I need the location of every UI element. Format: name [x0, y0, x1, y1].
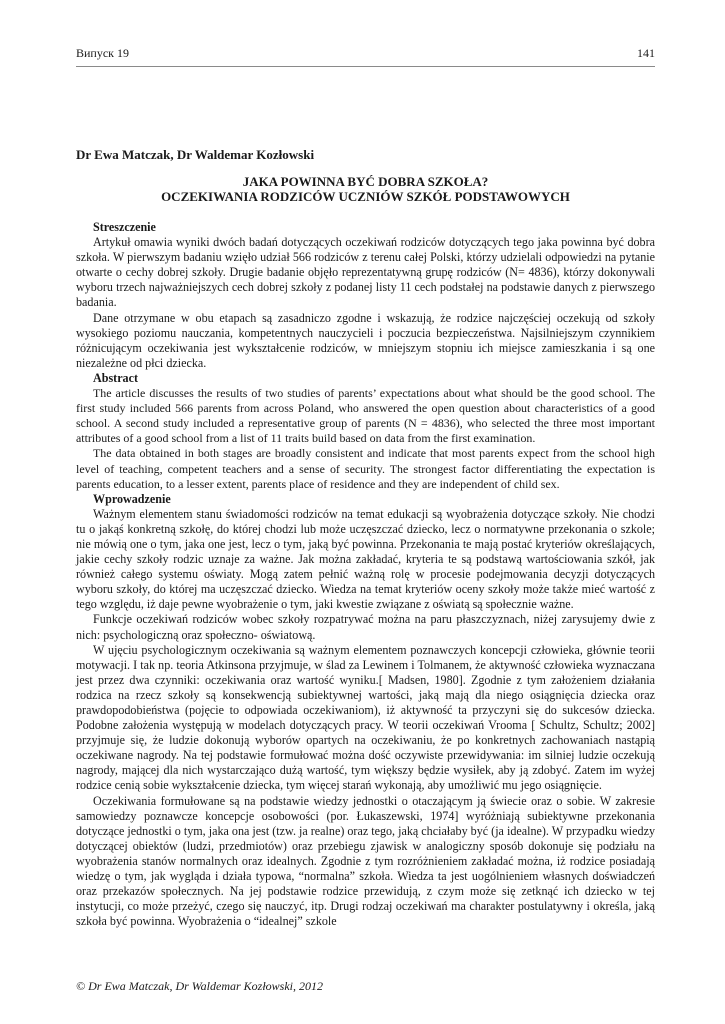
wprowadzenie-heading: Wprowadzenie [93, 491, 171, 506]
wprowadzenie-paragraph-3: W ujęciu psychologicznym oczekiwania są ważnym elementem poznawczych koncepcji człowieka, głównie teorii motywacji. I tak np. teoria Atkinsona przyjmuje, w ślad za Lewinem i Tolmanem, że aktywność człowieka wyznaczana jest przez dwa czynniki: oczekiwania oraz wartość wyniku.[ Madsen, 1980]. Zgodnie z tym założeniem działania rodzica na rzecz szkoły są konsekwencją subiektywnej wartości, jaką mają dla niego osiągnięcia dziecka oraz prawdopodobieństwa (pojęcie to odpowiada oczekiwaniom), iż aktywność ta przyczyni się do sukcesów dziecka. Podobne założenia występują w modelach dotyczących pracy. W teorii oczekiwań Vrooma [ Schultz, Schultz; 2002] przyjmuje się, że ludzie dokonują wyborów opartych na oczekiwaniu, że po konkretnych zachowaniach nastąpią oczekiwane nagrody. Na tej podstawie formułować można dość oczywiste przewidywania: im silniej ludzie oczekują nagrody, mającej dla nich wystarczająco dużą wartość, tym większy będzie wysiłek, aby ją zdobyć. Zatem im wyżej rodzice cenią sobie wykształcenie dziecka, tym więcej starań wykonają, aby umożliwić mu jego osiągnięcie. [76, 642, 655, 793]
abstract-paragraph-2: The data obtained in both stages are broadly consistent and indicate that most parents expect from the school high level of teaching, competent teachers and a sense of security. The strongest factor differentiating the expectation is parents education, to a lesser extent, parents place of residence and they are independent of child sex. [76, 446, 655, 491]
running-header [76, 46, 655, 67]
article-title [76, 174, 655, 204]
journal-issue: Випуск 19 [76, 46, 130, 60]
streszczenie-heading: Streszczenie [93, 220, 156, 234]
title-line-1: JAKA POWINNA BYĆ DOBRA SZKOŁA? [242, 174, 489, 189]
article-body [76, 220, 655, 929]
wprowadzenie-paragraph-4: Oczekiwania formułowane są na podstawie wiedzy jednostki o otaczającym ją świecie oraz o sobie. W zakresie samowiedzy poznawcze koncepcje osobowości (por. Łukaszewski, 1974] wyróżniają subiektywne przekonania dotyczące jednostki o tym, jaka ona jest (tzw. ja realne) oraz tego, jaką chciałaby być (ja idealne). W przypadku wiedzy dotyczącej obiektów (ludzi, przedmiotów) oraz przebiegu zjawisk w analogiczny sposób dokonuje się podziału na wyobrażenia stanów normalnych oraz idealnych. Zgodnie z tym rozróżnieniem zakładać można, iż rodzice posiadają wiedzę o tym, jak wygląda i działa typowa, “normalna” szkoła. Wiedza ta jest uogólnieniem własnych doświadczeń oraz przekazów społecznych. Na jej podstawie rodzice przewidują, z czym może się zetknąć ich dziecko w tej instytucji, co może przeżyć, czego się nauczyć, itp. Drugi rodzaj oczekiwań ma charakter postulatywny i określa, jaką szkoła być powinna. Wyobrażenia o “idealnej” szkole [76, 793, 655, 929]
title-line-2: OCZEKIWANIA RODZICÓW UCZNIÓW SZKÓŁ PODSTAWOWYCH [161, 189, 570, 204]
copyright-footer: © Dr Ewa Matczak, Dr Waldemar Kozłowski, 2012 [76, 979, 324, 993]
abstract-heading: Abstract [93, 370, 139, 385]
streszczenie-paragraph-2: Dane otrzymane w obu etapach są zasadniczo zgodne i wskazują, że rodzice najczęściej oczekują od szkoły wysokiego poziomu nauczania, kompetentnych nauczycieli i poczucia bezpieczeństwa. Najsilniejszym czynnikiem różnicującym oczekiwania jest wykształcenie rodziców, w mniejszym stopniu ich miejsce zamieszkania i są one niezależne od płci dziecka. [76, 310, 655, 370]
wprowadzenie-paragraph-2: Funkcje oczekiwań rodziców wobec szkoły rozpatrywać można na paru płaszczyznach, niżej zarysujemy dwie z nich: psychologiczną oraz społeczno- oświatową. [76, 612, 655, 642]
page-number: 141 [637, 46, 655, 60]
wprowadzenie-paragraph-1: Ważnym elementem stanu świadomości rodziców na temat edukacji są wyobrażenia dotyczące szkoły. Nie chodzi tu o jakąś konkretną szkołę, do której chodzi lub może uczęszczać dziecko, lecz o normatywne przekonania o szkole; nie mówią one o tym, jaka one jest, lecz o tym, jaką być powinna. Przekonania te mają postać kryteriów określających, jakie cechy szkoły rodzic uznaje za ważne. Jak można zakładać, kryteria te są podstawą wartościowania szkół, jak również całego systemu oświaty. Mogą zatem pełnić ważną rolę w procesie podejmowania decyzji dotyczących wyboru szkoły, do której ma uczęszczać dziecko. Wiedza na temat kryteriów oceny szkoły może także mieć wartość z tego względu, iż daje pewne wyobrażenie o tym, jaki kwestie związane z oświatą są społecznie ważne. [76, 506, 655, 612]
streszczenie-paragraph-1: Artykuł omawia wyniki dwóch badań dotyczących oczekiwań rodziców dotyczących tego jaka powinna być dobra szkoła. W pierwszym badaniu wzięło udział 566 rodziców z terenu całej Polski, którzy udzielali odpowiedzi na pytanie otwarte o cechy dobrej szkoły. Drugie badanie objęło reprezentatywną grupę rodziców (N= 4836), którzy dokonywali wyboru trzech najważniejszych cech dobrej szkoły z podanej listy 11 cech podstałej na podstawie danych z pierwszego badania. [76, 235, 655, 310]
authors-line: Dr Ewa Matczak, Dr Waldemar Kozłowski [76, 147, 315, 162]
abstract-paragraph-1: The article discusses the results of two studies of parents’ expectations about what should be the good school. The first study included 566 parents from across Poland, who answered the open question about characteristics of a good school. A second study included a representative group of parents (N = 4836), who selected the three most important attributes of a good school from a list of 11 traits build based on data from the first examination. [76, 386, 655, 446]
